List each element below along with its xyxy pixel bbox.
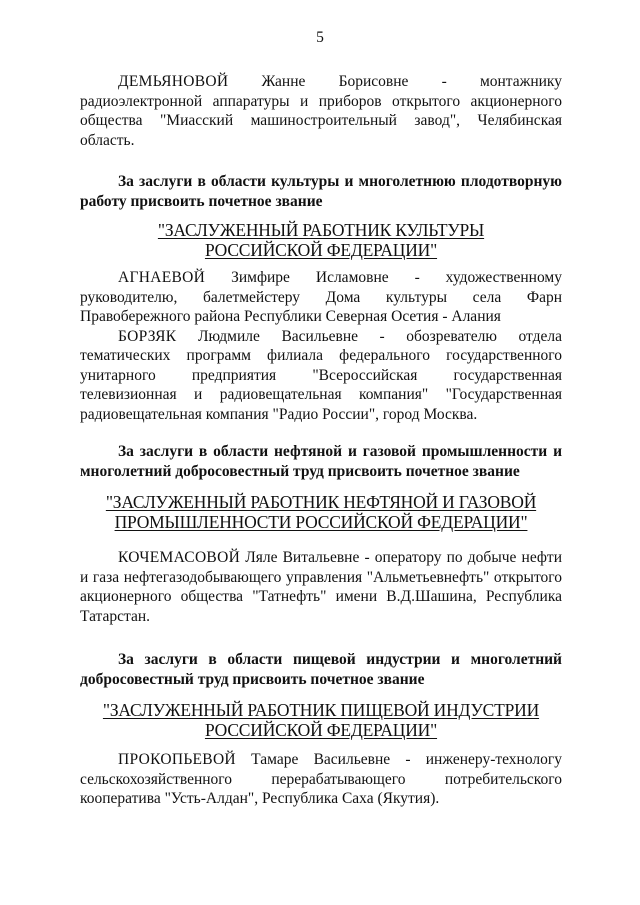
recipient-details: Зимфире Исламовне - художественному руководителю, балетмейстеру Дома культуры села Фарн Правобережного района Республики Северная Осетия - Алания — [80, 269, 562, 325]
entry-paragraph — [80, 72, 562, 150]
recipient-surname: БОРЗЯК — [118, 327, 177, 345]
recipient-details: Ляле Витальевне - оператору по добыче нефти и газа нефтегазодобывающего управления "Альметьевнефть" открытого акционерного общества "Татнефть" имени В.Д.Шашина, Республика Татарстан. — [80, 549, 562, 625]
entry-paragraph — [80, 327, 562, 425]
award-entry — [80, 548, 562, 626]
award-heading: За заслуги в области нефтяной и газовой промышленности и многолетний добросовестный труд присвоить почетное звание — [80, 443, 562, 480]
entry-paragraph — [80, 268, 562, 327]
award-title — [80, 492, 562, 532]
award-title-line: "ЗАСЛУЖЕННЫЙ РАБОТНИК КУЛЬТУРЫ — [157, 220, 485, 240]
recipient-surname: ДЕМЬЯНОВОЙ — [118, 73, 229, 90]
award-title-line: "ЗАСЛУЖЕННЫЙ РАБОТНИК НЕФТЯНОЙ И ГАЗОВОЙ — [105, 492, 537, 512]
award-entry — [80, 750, 562, 809]
award-heading: За заслуги в области культуры и многолетнюю плодотворную работу присвоить почетное звание — [80, 173, 562, 210]
recipient-surname: ПРОКОПЬЕВОЙ — [118, 751, 236, 768]
page-number: 5 — [316, 29, 324, 46]
award-title-line: РОССИЙСКОЙ ФЕДЕРАЦИИ" — [204, 240, 438, 260]
award-entry — [80, 72, 562, 150]
recipient-surname: АГНАЕВОЙ — [118, 269, 206, 286]
award-title — [80, 220, 562, 260]
award-heading: За заслуги в области пищевой индустрии и многолетний добросовестный труд присвоить почетное звание — [80, 651, 562, 688]
award-entry — [80, 268, 562, 424]
award-title-line: РОССИЙСКОЙ ФЕДЕРАЦИИ" — [204, 720, 438, 740]
award-title-line: "ЗАСЛУЖЕННЫЙ РАБОТНИК ПИЩЕВОЙ ИНДУСТРИИ — [102, 700, 540, 720]
entry-paragraph — [80, 548, 562, 626]
award-title — [80, 700, 562, 740]
recipient-details: Тамаре Васильевне - инженеру-технологу сельскохозяйственного перерабатывающего потребительского кооператива "Усть-Алдан", Республика Саха (Якутия). — [80, 751, 562, 807]
recipient-details: Людмиле Васильевне - обозревателю отдела тематических программ филиала федерального государственного унитарного предприятия "Всероссийская государственная телевизионная и радиовещательная компания" "Государственная радиовещательная компания "Радио России", город Москва. — [80, 327, 562, 423]
entry-paragraph — [80, 750, 562, 809]
recipient-surname: КОЧЕМАСОВОЙ — [118, 549, 241, 566]
award-title-line: ПРОМЫШЛЕННОСТИ РОССИЙСКОЙ ФЕДЕРАЦИИ" — [114, 512, 528, 532]
recipient-details: Жанне Борисовне - монтажнику радиоэлектронной аппаратуры и приборов открытого акционерного общества "Миасский машиностроительный завод", Челябинская область. — [80, 73, 562, 149]
